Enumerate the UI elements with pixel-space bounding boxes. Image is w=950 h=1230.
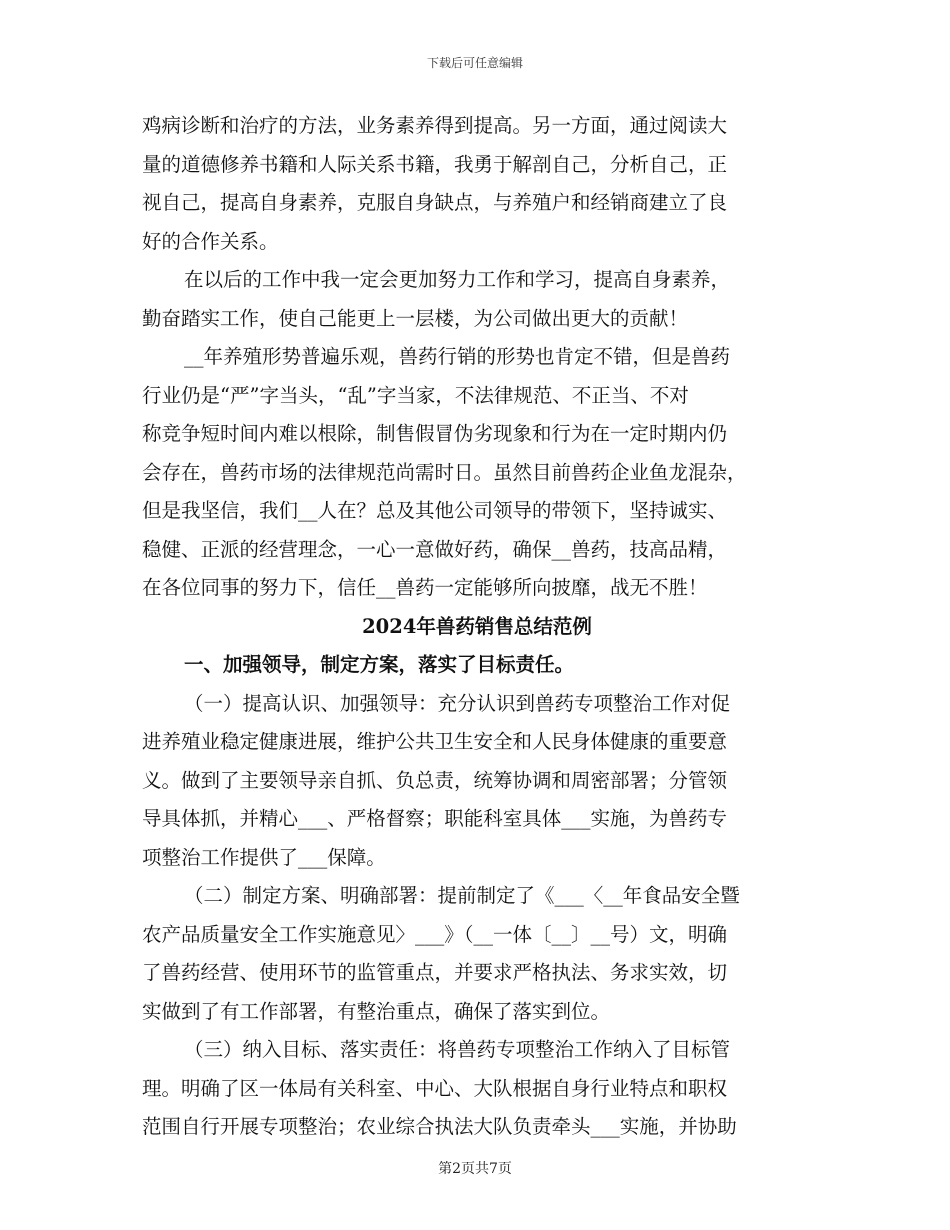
- paragraph-line: 实做到了有工作部署，有整治重点，确保了落实到位。: [142, 999, 611, 1023]
- paragraph-line: 进养殖业稳定健康进展，维护公共卫生安全和人民身体健康的重要意: [142, 730, 728, 753]
- paragraph-line: __年养殖形势普遍乐观，兽药行销的形势也肯定不错，但是兽药: [184, 345, 731, 368]
- paragraph-line: 义。做到了主要领导亲自抓、负总责，统筹协调和周密部署；分管领: [142, 768, 728, 792]
- paragraph-line: 理。明确了区一体局有关科室、中心、大队根据自身行业特点和职权: [142, 1076, 728, 1100]
- paragraph-line: 行业仍是“严”字当头，“乱”字当家，不法律规范、不正当、不对: [142, 383, 689, 407]
- paragraph-line: 范围自行开展专项整治；农业综合执法大队负责牵头___实施，并协助: [142, 1115, 737, 1138]
- paragraph-line: 会存在，兽药市场的法律规范尚需时日。虽然目前兽药企业鱼龙混杂，: [142, 460, 747, 484]
- paragraph-line: 视自己，提高自身素养，克服自身缺点，与养殖户和经销商建立了良: [142, 191, 728, 214]
- section-heading: 一、加强领导，制定方案，落实了目标责任。: [184, 653, 575, 676]
- paragraph-line: （一）提高认识、加强领导：充分认识到兽药专项整治工作对促: [184, 691, 731, 715]
- paragraph-line: 好的合作关系。: [142, 229, 279, 253]
- paragraph-line: 鸡病诊断和治疗的方法，业务素养得到提高。另一方面，通过阅读大: [142, 114, 728, 137]
- paragraph-line: 导具体抓，并精心___、严格督察；职能科室具体___实施，为兽药专: [142, 807, 728, 830]
- paragraph-line: 稳健、正派的经营理念，一心一意做好药，确保__兽药，技高品精，: [142, 537, 728, 561]
- paragraph-line: 称竞争短时间内难以根除，制售假冒伪劣现象和行为在一定时期内仍: [142, 422, 728, 445]
- body-text: [142, 107, 812, 1147]
- paragraph-line: （二）制定方案、明确部署：提前制定了《___〈__年食品安全暨: [184, 884, 740, 907]
- paragraph-line: 项整治工作提供了___保障。: [142, 845, 386, 869]
- paragraph-line: 但是我坚信，我们__人在？总及其他公司领导的带领下，坚持诚实、: [142, 499, 728, 522]
- paragraph-line: 勤奋踏实工作，使自己能更上一层楼，为公司做出更大的贡献！: [142, 306, 689, 330]
- paragraph-line: 在各位同事的努力下，信任__兽药一定能够所向披靡，战无不胜！: [142, 576, 708, 599]
- paragraph-line: （三）纳入目标、落实责任：将兽药专项整治工作纳入了目标管: [184, 1038, 731, 1061]
- paragraph-line: 在以后的工作中我一定会更加努力工作和学习，提高自身素养，: [184, 268, 731, 291]
- paragraph-line: 农产品质量安全工作实施意见〉___》（__一体〔__〕__号）文，明确: [142, 922, 728, 946]
- header-note: 下载后可任意编辑: [426, 56, 523, 70]
- page-number: 第2页共7页: [438, 1161, 512, 1177]
- section-title: 2024年兽药销售总结范例: [362, 614, 592, 638]
- paragraph-line: 量的道德修养书籍和人际关系书籍，我勇于解剖自己，分析自己，正: [142, 152, 728, 176]
- paragraph-line: 了兽药经营、使用环节的监管重点，并要求严格执法、务求实效，切: [142, 961, 728, 984]
